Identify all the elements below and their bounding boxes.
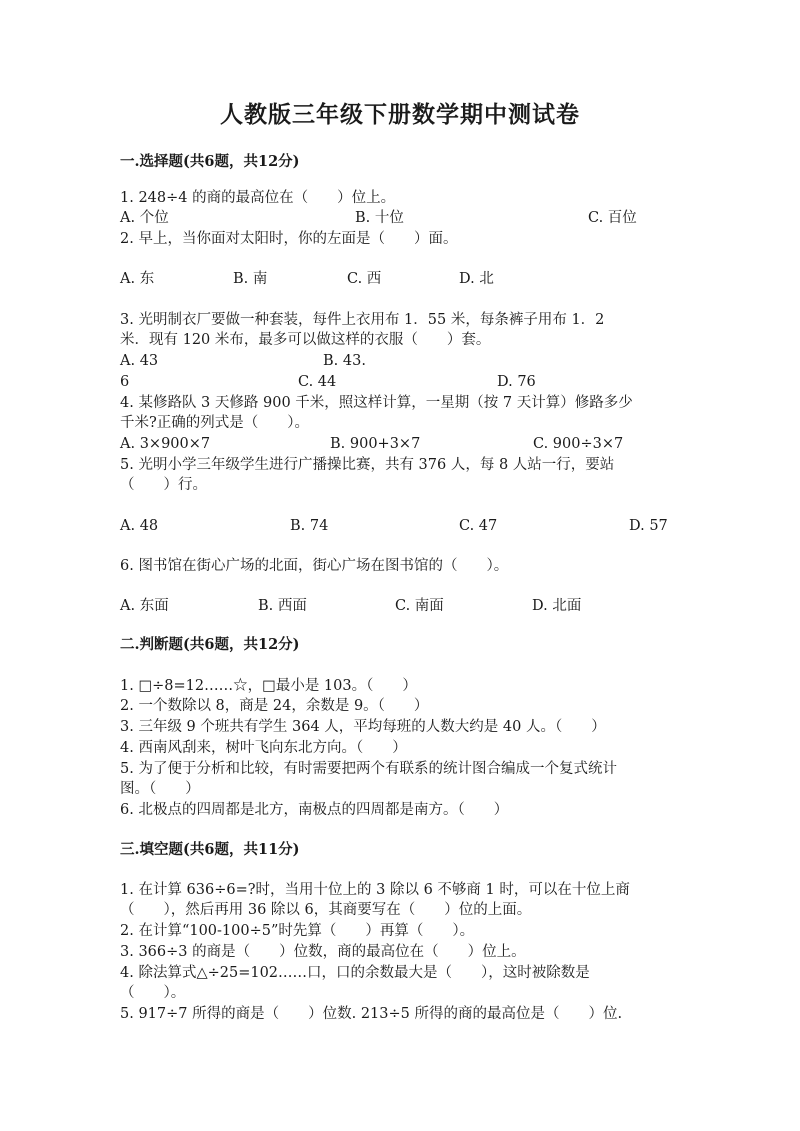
option-a: A. 48 [120, 518, 159, 534]
option-a: A. 个位 [120, 210, 169, 226]
question-stem: 4. 某修路队 3 天修路 900 千米，照这样计算，一星期（按 7 天计算）修路多少 [120, 395, 633, 411]
option-b: B. 西面 [258, 598, 307, 614]
fill-item: 3. 366÷3 的商是（ ）位数，商的最高位在（ ）位上。 [120, 944, 526, 960]
option-b: B. 74 [290, 518, 329, 534]
question-stem: 6. 图书馆在街心广场的北面，街心广场在图书馆的（ ）。 [120, 558, 509, 574]
judgement-item: 4. 西南风刮来，树叶飞向东北方向。（ ） [120, 740, 407, 756]
judgement-item: 5. 为了便于分析和比较，有时需要把两个有联系的统计图合编成一个复式统计 [120, 761, 617, 777]
page-title: 人教版三年级下册数学期中测试卷 [220, 101, 580, 128]
section-heading-fill-blank: 三.填空题(共6题，共11分) [120, 841, 300, 858]
option-d: D. 北 [459, 271, 494, 287]
option-c: C. 西 [347, 271, 382, 287]
fill-item-cont: （ ），然后再用 36 除以 6，其商要写在（ ）位的上面。 [120, 902, 532, 918]
judgement-item: 6. 北极点的四周都是北方，南极点的四周都是南方。（ ） [120, 802, 509, 818]
option-a: A. 43 [120, 353, 159, 369]
fill-item-cont: （ ）。 [120, 985, 186, 1001]
judgement-item-cont: 图。（ ） [120, 781, 200, 797]
option-c: C. 百位 [588, 210, 637, 226]
option-d: D. 76 [497, 374, 536, 390]
option-b: B. 43. [323, 353, 366, 369]
option-c: C. 南面 [395, 598, 444, 614]
question-stem: 1. 248÷4 的商的最高位在（ ）位上。 [120, 190, 396, 206]
option-b: B. 十位 [355, 210, 404, 226]
question-stem-cont: 千米?正确的列式是（ ）。 [120, 415, 310, 431]
question-stem: 3. 光明制衣厂要做一种套装，每件上衣用布 1．55 米，每条裤子用布 1．2 [120, 312, 605, 328]
judgement-item: 1. □÷8=12……☆，□最小是 103。（ ） [120, 678, 417, 694]
judgement-item: 3. 三年级 9 个班共有学生 364 人，平均每班的人数大约是 40 人。（ ） [120, 719, 606, 735]
question-stem: 2. 早上，当你面对太阳时，你的左面是（ ）面。 [120, 231, 458, 247]
option-c: C. 47 [459, 518, 498, 534]
section-heading-choice: 一.选择题(共6题，共12分) [120, 153, 300, 170]
option-b-cont: 6 [120, 374, 130, 390]
question-stem: 5. 光明小学三年级学生进行广播操比赛，共有 376 人，每 8 人站一行，要站 [120, 457, 615, 473]
section-heading-judgement: 二.判断题(共6题，共12分) [120, 636, 300, 653]
fill-item: 2. 在计算“100-100÷5”时先算（ ）再算（ ）。 [120, 923, 475, 939]
question-stem-cont: （ ）行。 [120, 477, 207, 493]
option-a: A. 东面 [120, 598, 169, 614]
fill-item: 1. 在计算 636÷6=?时，当用十位上的 3 除以 6 不够商 1 时，可以在十位上商 [120, 882, 630, 898]
question-stem-cont: 米．现有 120 米布，最多可以做这样的衣服（ ）套。 [120, 332, 491, 348]
option-b: B. 南 [233, 271, 268, 287]
fill-item: 5. 917÷7 所得的商是（ ）位数. 213÷5 所得的商的最高位是（ ）位. [120, 1006, 623, 1022]
option-d: D. 57 [629, 518, 668, 534]
option-c: C. 900÷3×7 [533, 436, 624, 452]
fill-item: 4. 除法算式△÷25=102……口，口的余数最大是（ ），这时被除数是 [120, 965, 590, 981]
option-a: A. 3×900×7 [120, 436, 211, 452]
option-a: A. 东 [120, 271, 155, 287]
option-c: C. 44 [298, 374, 337, 390]
judgement-item: 2. 一个数除以 8，商是 24，余数是 9。（ ） [120, 698, 429, 714]
option-d: D. 北面 [532, 598, 582, 614]
option-b: B. 900+3×7 [330, 436, 421, 452]
